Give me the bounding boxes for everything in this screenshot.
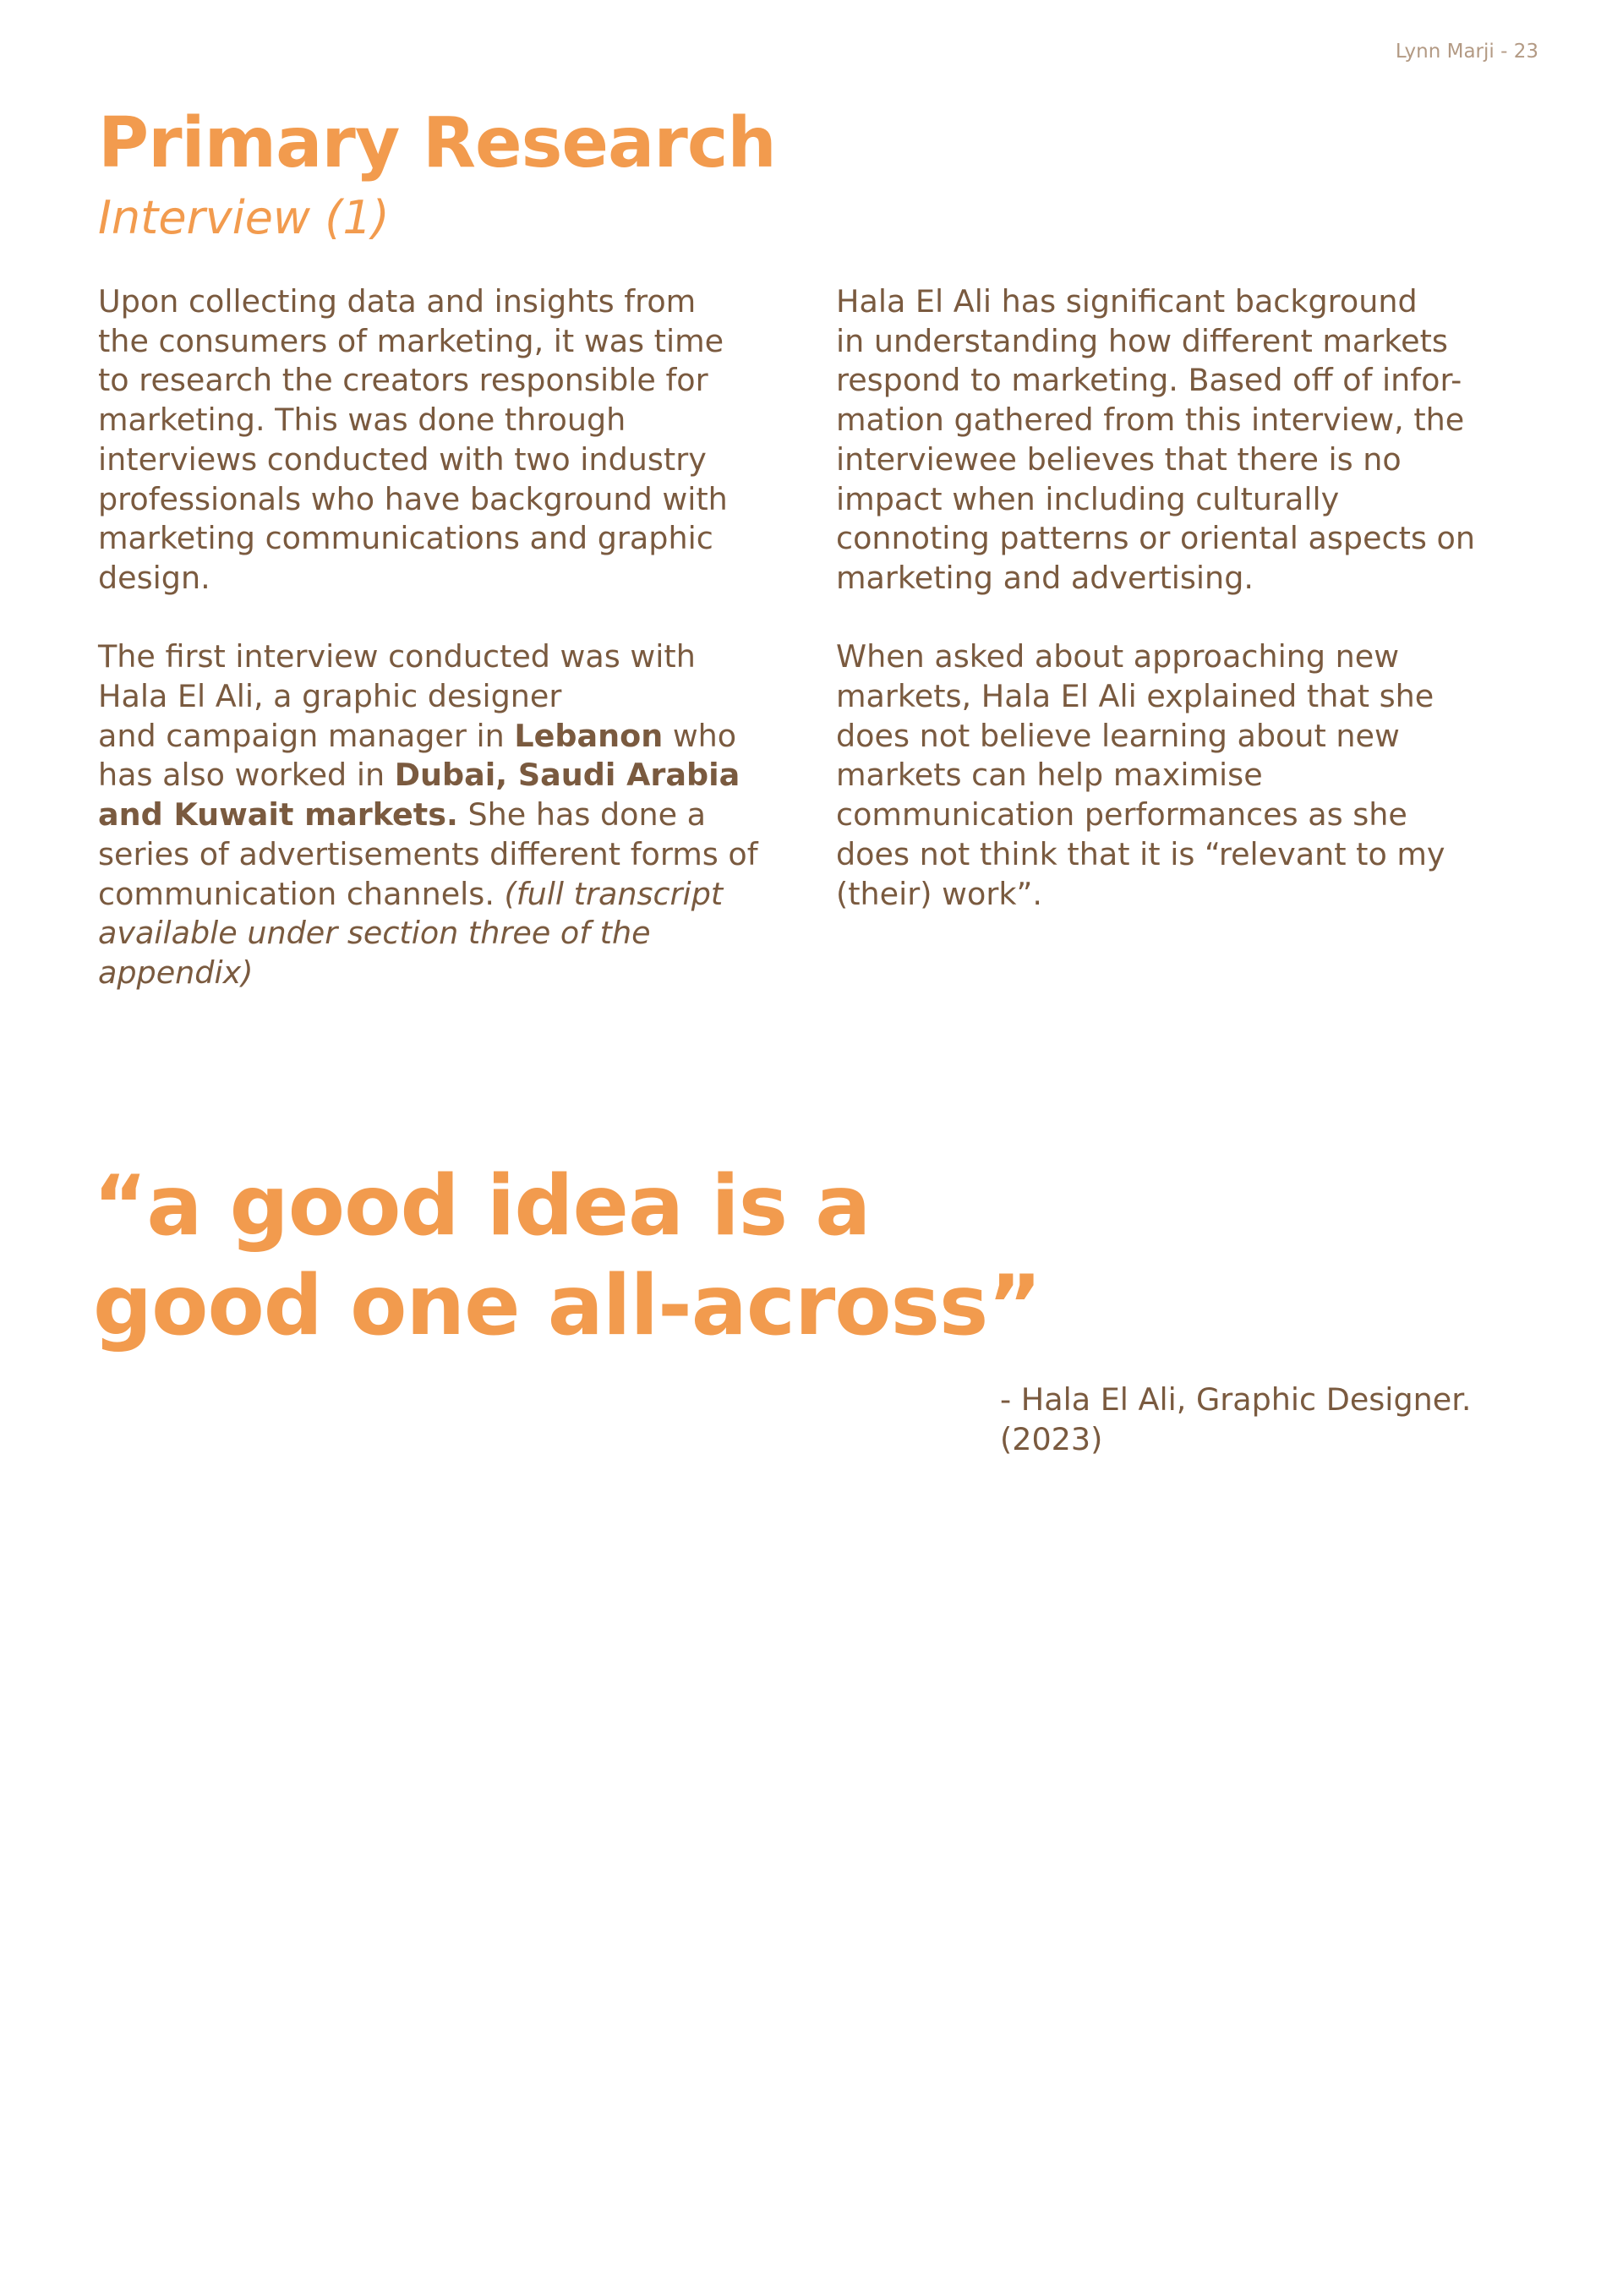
text-line: Hala El Ali has significant background: [836, 283, 1418, 320]
left-paragraph-1: [98, 282, 808, 599]
quote-attribution: [1000, 1380, 1471, 1459]
quote-line: good one all-across”: [93, 1258, 1041, 1354]
text-line: The first interview conducted was with: [98, 638, 696, 675]
page-title: Primary Research: [98, 103, 776, 183]
text-line: interviews conducted with two industry: [98, 440, 707, 478]
text-line: [98, 875, 808, 915]
transcript-note: available under section three of the: [98, 915, 651, 952]
right-paragraph-1: [836, 282, 1546, 599]
text-line: connoting patterns or oriental aspects on: [836, 520, 1475, 557]
text-line: marketing. This was done through: [98, 402, 626, 439]
attribution-name: - Hala El Ali, Graphic Designer.: [1000, 1381, 1472, 1418]
text-line: respond to marketing. Based off of infor-: [836, 362, 1462, 399]
text-line: marketing communications and graphic: [98, 520, 713, 557]
text-line: does not think that it is “relevant to my: [836, 835, 1445, 872]
location-markets: and Kuwait markets.: [98, 796, 458, 834]
attribution-year: (2023): [1000, 1420, 1103, 1457]
text-line: professionals who have background with: [98, 480, 728, 517]
text-line: interviewee believes that there is no: [836, 440, 1402, 478]
text-line: markets can help maximise: [836, 757, 1263, 794]
text-line: When asked about approaching new: [836, 638, 1400, 675]
text-line: impact when including culturally: [836, 480, 1340, 517]
paragraph-gap: [98, 599, 808, 638]
text-line: mation gathered from this interview, the: [836, 402, 1465, 439]
right-column: [836, 282, 1546, 914]
text-line: marketing and advertising.: [836, 559, 1254, 596]
text-run: who: [663, 717, 737, 754]
text-line: markets, Hala El Ali explained that she: [836, 678, 1434, 715]
pull-quote: [93, 1156, 1041, 1356]
text-line: [98, 717, 808, 757]
text-run: She has done a: [457, 796, 706, 834]
text-run: and campaign manager in: [98, 717, 515, 754]
left-paragraph-2: [98, 637, 808, 992]
text-line: series of advertisements different forms of: [98, 835, 758, 872]
text-line: does not believe learning about new: [836, 717, 1400, 754]
text-line: the consumers of marketing, it was time: [98, 322, 724, 359]
text-line: Upon collecting data and insights from: [98, 283, 697, 320]
text-line: [98, 756, 808, 795]
text-line: (their) work”.: [836, 875, 1042, 912]
text-line: to research the creators responsible for: [98, 362, 708, 399]
page-number: Lynn Marji - 23: [1395, 41, 1538, 63]
transcript-note: (full transcript: [504, 875, 724, 912]
quote-line: “a good idea is a: [93, 1158, 871, 1255]
text-line: communication performances as she: [836, 796, 1407, 834]
page-subtitle: Interview (1): [98, 191, 390, 244]
location-markets: Dubai, Saudi Arabia: [394, 757, 740, 794]
text-run: communication channels.: [98, 875, 505, 912]
text-line: in understanding how different markets: [836, 322, 1448, 359]
right-paragraph-2: [836, 637, 1546, 914]
location-lebanon: Lebanon: [514, 717, 664, 754]
text-run: has also worked in: [98, 757, 395, 794]
text-line: Hala El Ali, a graphic designer: [98, 678, 562, 715]
text-line: design.: [98, 559, 210, 596]
transcript-note: appendix): [98, 954, 254, 991]
paragraph-gap: [836, 599, 1546, 638]
left-column: [98, 282, 808, 993]
text-line: [98, 795, 808, 835]
